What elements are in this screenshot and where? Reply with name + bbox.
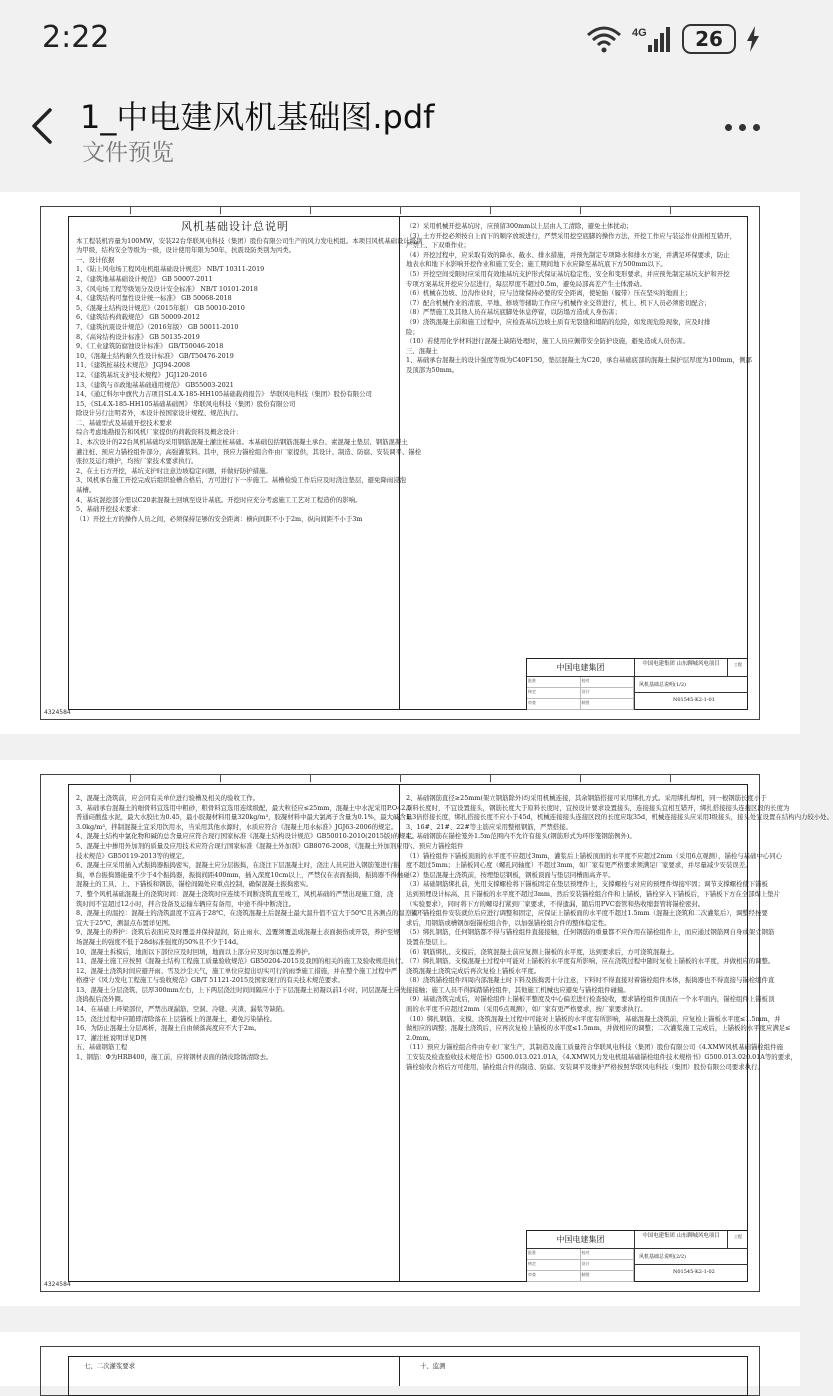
note-line: （9）浇筑混凝土前和施工过程中，应检查基坑边坡土质有无裂缝和塌陷的危险，如发现危险现象，应及时排 [406, 317, 711, 326]
note-line: 混凝土的工具、上、下锚板和钢筋，锚栓间隔处应重点控制，确保混凝土振捣密实。 [76, 880, 313, 889]
note-line: 捣，单台振捣器能量不少于4个振捣器，振捣间距400mm，插入深度10cm以上，严禁仅在表面振捣，振捣器不得触碰 [76, 870, 410, 879]
note-line: （1）锚栓组件下锚板顶面的水平度不应超过3mm，灌浆后上锚板顶面的水平度不应超过2mm（采用6点观测），锚栓与基础中心同心 [406, 851, 783, 860]
status-bar [0, 0, 800, 80]
note-line: （6）钢筋绑扎、支模后，浇筑混凝土前应复测上锚板的水平度，达到要求后，方可浇筑混凝土。 [406, 947, 679, 956]
title-block [526, 658, 748, 710]
signature-cell: 设计 [581, 1260, 635, 1271]
note-line: 12、混凝土浇筑时间应避开雨、雪及沙尘天气，施工单位应提出切实可行的雨季施工措施，并在整个施工过程中严 [76, 966, 398, 975]
note-line: 综合考虑地勘报告和风机厂家提供的荷载资料及概念设计： [76, 428, 243, 437]
notes-left-column [84, 1362, 384, 1372]
note-line: 做相应的调整；混凝土浇筑后，应再次复检上锚板的水平度≤1.5mm，并做相应的调整；二次灌浆施工完成后，上锚板的水平度应满足≤ [406, 1024, 791, 1033]
back-arrow-icon[interactable] [28, 104, 58, 148]
signature-cell: 校对 [581, 1249, 635, 1260]
pdf-page-1[interactable] [0, 192, 800, 734]
wifi-icon [586, 25, 622, 53]
note-line: 1.3倍搭接长度，绑扎搭接长度不应小于45d，机械连接接头连接区段的长度应取35d，机械连接接头应采用Ⅰ级接头，接头处宜设置在结构内力较小处。 [406, 813, 833, 822]
note-line: 浇捣振后浇外圈。 [76, 995, 128, 1004]
frame-id: 4324584 [44, 709, 71, 716]
signature-cell: 核定 [527, 1260, 581, 1271]
battery-indicator [682, 24, 736, 54]
title-block-org: 中国电建集团 [527, 1231, 634, 1249]
signature-cell: 制图 [581, 699, 635, 710]
frame-id: 4324584 [44, 1281, 71, 1288]
title-block [526, 1230, 748, 1282]
note-line: 五、基础钢筋工程 [76, 1043, 128, 1052]
note-line: 原料长度时，不宜设置接头，钢筋长度大于原料长度时，宜按设计要求设置接头，连接接头宜相互错开，绑扎搭接接头连接区段的长度为 [406, 803, 790, 812]
title-block-drawing-no: N01545-K2-1-02 [673, 1269, 715, 1275]
note-line: 格遵守《风力发电工程施工与验收规范》GB/T 51121-2015及国家现行的有关技术规范要求。 [76, 976, 344, 985]
note-line: 工安装及检查验收技术规范书》G500.013.021.01A，《4.XMW风力发电机组基础锚栓组件技术规格书》G500.013.020.01A等的要求， [406, 1053, 797, 1062]
network-type: 4G [632, 27, 647, 39]
notes-right-column [406, 794, 833, 1072]
note-line: 15、浇注过程中应随即清除落在上层锚板上的混凝土，避免污染锚栓。 [76, 1014, 276, 1023]
title-block-side: 工程 [734, 662, 742, 667]
title-block-sheet-title: 风机基础总说明(1/2) [635, 677, 748, 693]
title-block-org: 中国电建集团 [527, 659, 634, 677]
note-line: 2、在土石方开挖，基坑支护时注意边坡稳定问题，并做好防护措施。 [76, 466, 272, 475]
note-line: 16、为防止混凝土分层离析，混凝土自由倾落高度应不大于2m。 [76, 1024, 261, 1033]
note-line: （5）绑扎钢筋，任何钢筋都不得与锚栓组件直接接触，任何钢筋的重量都不应作用在锚栓组件上，而应通过钢筋网自身或架立钢筋 [406, 928, 775, 937]
note-line: 1、本次设计的22台风机基础均采用钢筋混凝土灌注桩基础。本基础包括钢筋混凝土承台、素混凝土垫层、钢筋混凝土 [76, 438, 408, 447]
note-line: 3、风机承台施工开挖完成后组织验槽合格后，方可进行下一步施工。基槽检验工作后应及时浇注垫层，避免降雨浸泡 [76, 476, 406, 485]
title-block-side: 工程 [734, 1234, 742, 1239]
signature-cell: 批准 [527, 677, 581, 688]
note-line: 技术规范》GB50119-2013等的规定。 [76, 851, 189, 860]
note-line: 5、混凝土中掺用外加剂的质量及应用技术应符合现行国家标准《混凝土外加剂》GB8076-2008、《混凝土外加剂应用 [76, 841, 409, 850]
note-line: 3、16#、21#、22#等主筋应采用整根钢筋，严禁搭接。 [406, 822, 572, 831]
note-line: 3、《风电场工程等级划分及设计安全标准》 NB/T 10101-2018 [76, 284, 258, 293]
note-line: （4）锚栓组件安装就位后应进行调整和固定，应保证上锚板面的水平度不超过1.5mm（混凝土浇筑和二次灌浆后），调整经按要 [406, 909, 768, 918]
note-line: 14、在基础上环梁部位，严禁出现漏筋、空洞、冷缝、夹渣、漏浆等缺陷。 [76, 1005, 289, 1014]
note-line: 14、《通辽科尔中旗代力吉项目SL4.X-185-HH105基础载荷报告》 华联风电科技（集团）股份有限公司 [76, 390, 372, 399]
note-line: 专项方案基坑开挖应分层进行，每层厚度不超过0.5m，避免局部高差产生土体滑动。 [406, 279, 646, 288]
note-line: 基槽。 [76, 486, 96, 495]
note-line: （3）基础钢筋绑扎前，先用支撑螺栓将下锚板固定在垫层预埋件上，支撑螺栓与对应的预埋件焊接牢固；调节支撑螺栓使下锚板 [406, 880, 768, 889]
note-line: 严禁上、下双重作业； [406, 241, 470, 250]
notes-right-column [406, 222, 752, 376]
note-line: 求后，用钢筋或槽钢加强锚栓组合件，以加强锚栓组合件的整体稳定性。 [406, 918, 611, 927]
note-line: 8、《高耸结构设计标准》 GB 50135-2019 [76, 332, 200, 341]
note-line: 9、混凝土的养护：浇筑后表面应及时覆盖并保持湿润，防止雨水、盖覆须覆盖成混凝土表面损伤或开裂，养护至规 [76, 928, 400, 937]
note-line: 13、《建筑与市政地基基础通用规范》 GB55003-2021 [76, 380, 234, 389]
battery-level: 26 [695, 27, 723, 51]
note-line: 本工程装机容量为100MW，安装22台华联风电科技（集团）股份有限公司生产的风力发电机组。本项目风机基础设计级别 [76, 236, 423, 245]
signature-grid [527, 677, 634, 710]
note-line: 普通硅酸盐水泥，最大水胶比为0.45，最小胶凝材料用量320kg/m³，胶凝材料中最大氯离子含量为0.1%，最大碱含量 [76, 813, 413, 822]
note-line: 8、混凝土的温控：混凝土的浇筑温度不宜高于28℃，在浇筑混凝土后混凝土最大温升值不宜大于50℃且各测点的温差值不 [76, 909, 424, 918]
note-line: 3.0kg/m³，拌制混凝土宜采用饮用水，当采用其他水源时，水质应符合《混凝土用水标准》JGJ63-2006的规定。 [76, 822, 398, 831]
note-line: 2、基础钢筋直径≥25mm(架立钢筋除外)均采用机械连接，其余钢筋搭接可采用绑扎方式。采用绑扎焊机，同一根钢筋长度小于 [406, 794, 767, 802]
note-line: 筑时间不宜超过12小时，拌合设备及运输车辆应有备用，中途不得中断浇注。 [76, 899, 296, 908]
note-line: 2、混凝土浇筑前，应会同有关单位进行验槽及相关的验收工作。 [76, 794, 260, 802]
note-line: （10）绑扎钢筋、支模、浇筑混凝土过程中可能对上锚板的水平度有所影响，基础混凝土浇筑前，应复检上锚板水平度≤1.5mm，并 [406, 1014, 781, 1023]
note-line: 1、《陆上风电场工程风电机组基础设计规范》 NB/T 10311-2019 [76, 265, 265, 274]
note-line: 浇筑混凝土浇筑完成后再次复检上锚板水平度。 [406, 966, 541, 975]
note-line: 2、《建筑地基基础设计规范》 GB 50007-2011 [76, 274, 213, 283]
document-title: 1_中电建风机基础图.pdf [80, 98, 435, 136]
title-block-sheet-title: 风机基础总说明(2/2) [635, 1249, 748, 1265]
note-line: 除设计另行注明者外，本设计按国家设计规程、规范执行。 [76, 409, 243, 418]
note-line: （实验要求），同时将下方的螺母打紧到厂家要求，不得遗漏，随后用PVC套管和热收缩套管将锚栓密封。 [406, 899, 705, 908]
note-line: （5）开挖空间受限时应采用有效地基坑支护形式保证基坑稳定性、安全和变形要求，并应预先制定基坑支护和开挖 [406, 269, 730, 278]
note-line: 1、基础承台混凝土的设计强度等级为C40F150，垫层混凝土为C20，承台基础底部的混凝土保护层厚度为100mm，侧部 [406, 356, 752, 365]
note-line: 六、预应力锚栓组件 [406, 841, 464, 850]
charging-icon [746, 26, 760, 52]
section-heading: 十、监测 [420, 1362, 446, 1370]
note-line: 及顶部为50mm。 [406, 365, 459, 374]
title-block-project: 中国电建集团 山东聊城风电项目 [635, 1231, 728, 1248]
note-line: （6）机械在边坡、边沟作业时，应与边缘保持必要的安全距离，使轮胎（履带）压在坚实的地面上； [406, 289, 692, 298]
note-line: 1、钢筋：Φ为HRB400，施工前，应将钢材表面的锈皮除锈清除去。 [76, 1053, 273, 1062]
note-line: （3）土方开挖必须按自上而下的顺序放坡进行，严禁采用挖空底脚的操作方法，开挖工作应与装运作业面相互错开， [406, 231, 736, 240]
title-block-project: 中国电建集团 山东聊城风电项目 [635, 659, 728, 676]
note-line: 11、《建筑桩基技术规范》 JGJ94-2008 [76, 361, 191, 370]
note-line: 接接触；施工人员不得踩踏锚栓组件，其他施工机械也应避免与锚栓组件碰撞。 [406, 985, 630, 994]
signature-grid [527, 1249, 634, 1282]
preview-label: 文件预览 [82, 140, 174, 166]
note-line: （11）预应力锚栓组合件由专业厂家生产，其制造及施工质量符合华联风电科技（集团）股份有限公司《4.XMW风机基础锚栓组件施 [406, 1043, 783, 1052]
note-line: 三、混凝土 [406, 346, 438, 355]
note-line: （2）垫层混凝土浇筑前，按埋垫层钢板，钢板顶面与垫层同槽面高齐平。 [406, 870, 615, 879]
note-line: 7、《建筑抗震设计规范》（2016年版） GB 50011-2010 [76, 322, 239, 331]
note-line: 10、混凝土拆模后，地面以下部位应及时回填，地面以上部分应及时加以覆盖养护。 [76, 947, 315, 956]
note-line: （10）若使用化学材料进行混凝土缺陷处理时，施工人员应佩带安全防护设施，避免造成人员伤害。 [406, 337, 689, 346]
note-line: 面的水平度不应超过2mm（采用6点观测），如厂家有更严格要求，按厂家要求执行。 [406, 1005, 647, 1014]
note-line: 达到预埋设计标高，且下锚板的水平度不超过3mm，然后安装锚栓组合件和上锚板，锚栓穿入下锚板后，下锚板下方在全部焊上垫片 [406, 889, 781, 898]
note-line: 4、基坑混挖部分需以C20素混凝土回填至设计基底。开挖时应充分考虑施工工艺对工程造价的影响。 [76, 495, 362, 504]
pdf-page-2[interactable] [0, 760, 833, 1306]
signature-cell: 核定 [527, 688, 581, 699]
note-line: 地表水和地下水影响开挖作业和施工安全；施工期间地下水应降至基坑底下方500mm以下。 [406, 260, 667, 269]
more-options-icon[interactable] [725, 124, 760, 131]
note-line: 设置在垫层上。 [406, 937, 451, 946]
note-line: （7）配合机械作业的清底、平地、修坡等辅助工作应与机械作业交替进行，机上、机下人员必须密切配合； [406, 298, 711, 307]
signature-cell: 设计 [581, 688, 635, 699]
note-line: （8）严禁施工及其他人员在基坑底脚处休息停留，以防塌方造成人身伤害； [406, 308, 621, 317]
note-line: 12、《建筑基坑支护技术规程》 JGJ120-2016 [76, 370, 207, 379]
note-line: 二、基础型式及基础开挖技术要求 [76, 418, 172, 427]
note-line: 张拉及运行维护，均按厂家技术要求执行。 [76, 457, 198, 466]
note-line: 10、《混凝土结构耐久性设计标准》 GB/T50476-2019 [76, 351, 234, 360]
note-line: （8）浇筑锚栓组件四周内部混凝土时下料及振捣需十分注意，下料时不得直接对着锚栓组件本体，振捣器也不得直接与锚栓组件直 [406, 976, 775, 985]
note-line: 13、混凝土分层浇筑，层厚300mm左右，上下两层浇注时间间隔应小于下层混凝土初凝以前1小时，同层混凝土应先 [76, 985, 407, 994]
note-line: 5、《混凝土结构设计规范》（2015年版） GB 50010-2010 [76, 303, 245, 312]
note-line: （4）开挖过程中，应采取有效的降水、截水、排水措施，并预先制定专项降水和排水方案，并满足环保要求，防止 [406, 250, 730, 259]
title-block-drawing-no: N01545-K2-1-01 [673, 697, 715, 703]
note-line: 6、《建筑结构荷载规范》 GB 50009-2012 [76, 313, 200, 322]
note-line: （2）采用机械开挖基坑时，应预留300mm以上层由人工清除，避免土体扰动； [406, 222, 633, 230]
note-line: 2.0mm。 [406, 1033, 435, 1042]
section-heading: 七、二次灌浆要求 [84, 1362, 136, 1370]
sheet-heading: 风机基础设计总说明 [181, 220, 289, 233]
note-line: 17、灌注桩说明详见D图 [76, 1033, 147, 1042]
note-line: 4、基础钢筋在锚栓笼外1.5m范围内不允许有接头(钢筋形式为环形笼钢筋例外)。 [406, 832, 636, 841]
note-line: 4、混凝土结构中氯化物和碱的总含量应应符合现行国家标准《混凝土结构设计规范》GB50010-2010(2015版)的规定。 [76, 832, 419, 841]
note-line: 6、混凝土应采用插入式振捣器振捣密实，混凝土应分层振捣，在浇注下层混凝土时，浇注人员应进入钢筋笼进行振 [76, 861, 400, 870]
note-line: 为甲级，结构安全等级为一级，设计使用年限为50年，抗震设防类别为丙类。 [76, 246, 296, 255]
note-line: 灌注桩、预应力锚栓组件部分，高强灌浆料。其中，预应力锚栓组合件由厂家提供，其设计、制造、防腐、安装调平、锚栓 [76, 447, 422, 456]
note-line: 9、《工业建筑防腐蚀设计标准》 GB/T50046-2018 [76, 342, 224, 351]
note-line: （7）绑扎钢筋、支模混凝土过程中可能对上锚板的水平度有所影响，应在浇筑过程中随时复检上锚板的水平度，并做相应的调整。 [406, 957, 775, 966]
note-line: 4、《建筑结构可靠性设计统一标准》 GB 50068-2018 [76, 294, 232, 303]
note-line: （1）开挖土方的操作人员之间，必须保持足够的安全距离：横向间距不小于2m，纵向间距不小于3m [76, 514, 363, 523]
note-line: 5、基础开挖技术要求： [76, 505, 144, 514]
note-line: （9）基础浇筑完成后，对锚栓组件上锚板平整度及中心偏差进行检查验收，要求锚栓组件顶面在一个水平面内，锚栓组件上锚板顶 [406, 995, 775, 1004]
note-line: 险； [406, 327, 419, 336]
signature-cell: 审查 [527, 699, 581, 710]
status-icons [586, 24, 760, 54]
signature-cell: 制图 [581, 1271, 635, 1282]
notes-right-column [420, 1362, 720, 1372]
note-line: 一、设计依据 [76, 255, 115, 264]
note-line: 锚栓验收合格后方可使用，锚栓组合件的制造、防腐、安装调平及维护严格按照华联风电科技（集团）股份有限公司要求执行。 [406, 1062, 764, 1071]
pdf-page-3[interactable] [0, 1332, 800, 1386]
signature-cell: 校对 [581, 677, 635, 688]
note-line: 场混凝土的强度不低于28d标准强度的50%且不少于14d。 [76, 937, 243, 946]
note-line: 7、整个风机基础混凝土的浇筑时间：混凝土浇筑时应连续不间断浇筑直至竣工，风机基础的严禁出现施工缝，浇 [76, 889, 394, 898]
clock: 2:22 [42, 20, 110, 55]
note-line: 3、基础承台混凝土的细骨料宜选用中粗砂，粗骨料宜选用连续级配，最大粒径应≤25mm，混凝土中水泥采用P.O42.5 [76, 803, 412, 812]
signature-cell: 批准 [527, 1249, 581, 1260]
cellular-signal-icon [632, 25, 672, 53]
signature-cell: 审查 [527, 1271, 581, 1282]
note-line: 度不超过5mm；上锚板同心度（螺孔同轴度）不超过3mm，如厂家有更严格要求须满足厂家要求，并尽量减少安装误差。 [406, 861, 752, 870]
note-line: 宜大于25℃，测温点布置详见图。 [76, 918, 175, 927]
note-line: 15、《SL4.X-185-HH105基础基础图》 华联风电科技（集团）股份有限公司 [76, 399, 296, 408]
note-line: 11、混凝土施工应按照《混凝土结构工程施工质量验收规范》GB50204-2015及我国的相关的施工及验收规范执行。 [76, 957, 408, 966]
